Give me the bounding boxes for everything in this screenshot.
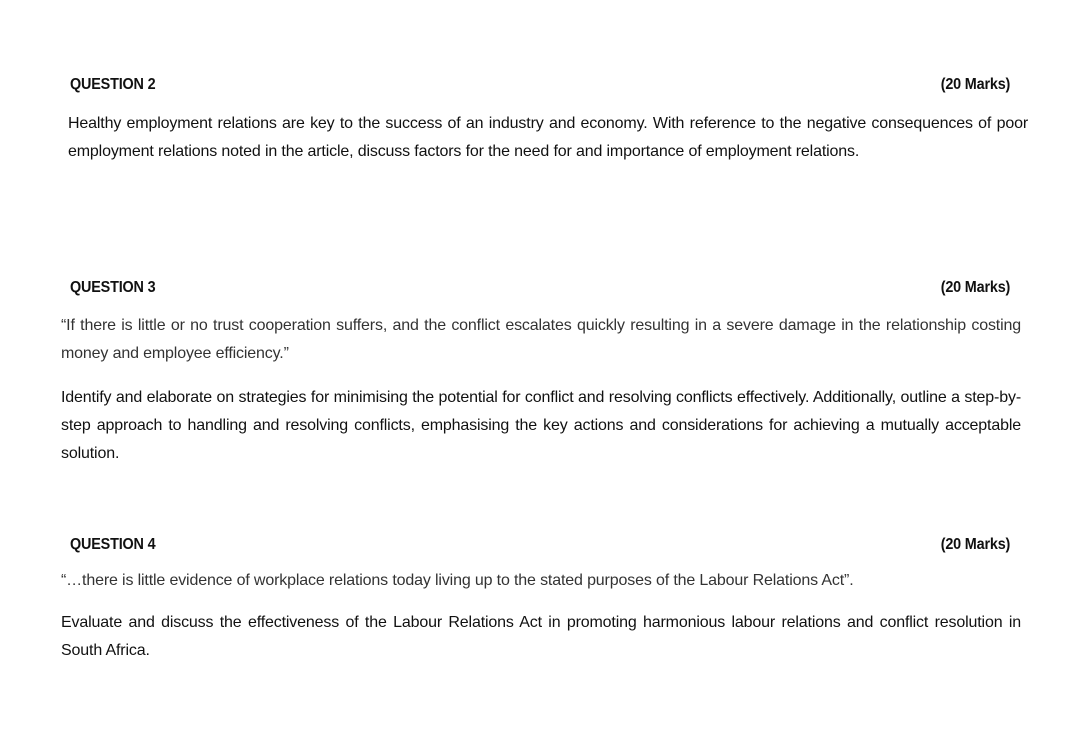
question-2-header: [70, 74, 1010, 96]
question-3-marks: (20 Marks): [940, 279, 1010, 296]
question-2-title: QUESTION 2: [70, 76, 156, 93]
question-3-title: QUESTION 3: [70, 279, 156, 296]
question-2-marks: (20 Marks): [940, 76, 1010, 93]
question-4-marks: (20 Marks): [940, 536, 1010, 553]
question-3-header: [70, 277, 1010, 299]
question-4-text: Evaluate and discuss the effectiveness of the Labour Relations Act in promoting harmonious labour relations and conflict resolution in South Africa.: [61, 614, 1021, 659]
question-3-text: Identify and elaborate on strategies for minimising the potential for conflict and resolving conflicts effectively. Additionally, outline a step-by-step approach to handling and resolving conflicts, emphasising the key actions and considerations for achieving a mutually acceptable solution.: [61, 389, 1021, 462]
question-4-title: QUESTION 4: [70, 536, 156, 553]
question-2-text: Healthy employment relations are key to the success of an industry and economy. With reference to the negative consequences of poor employment relations noted in the article, discuss factors for the need for and importance of employment relations.: [68, 115, 1028, 160]
question-4-quote: “…there is little evidence of workplace relations today living up to the stated purposes of the Labour Relations Act”.: [61, 572, 854, 589]
question-4-header: [70, 534, 1010, 556]
question-3-quote: “If there is little or no trust cooperation suffers, and the conflict escalates quickly resulting in a severe damage in the relationship costing money and employee efficiency.”: [61, 317, 1021, 362]
